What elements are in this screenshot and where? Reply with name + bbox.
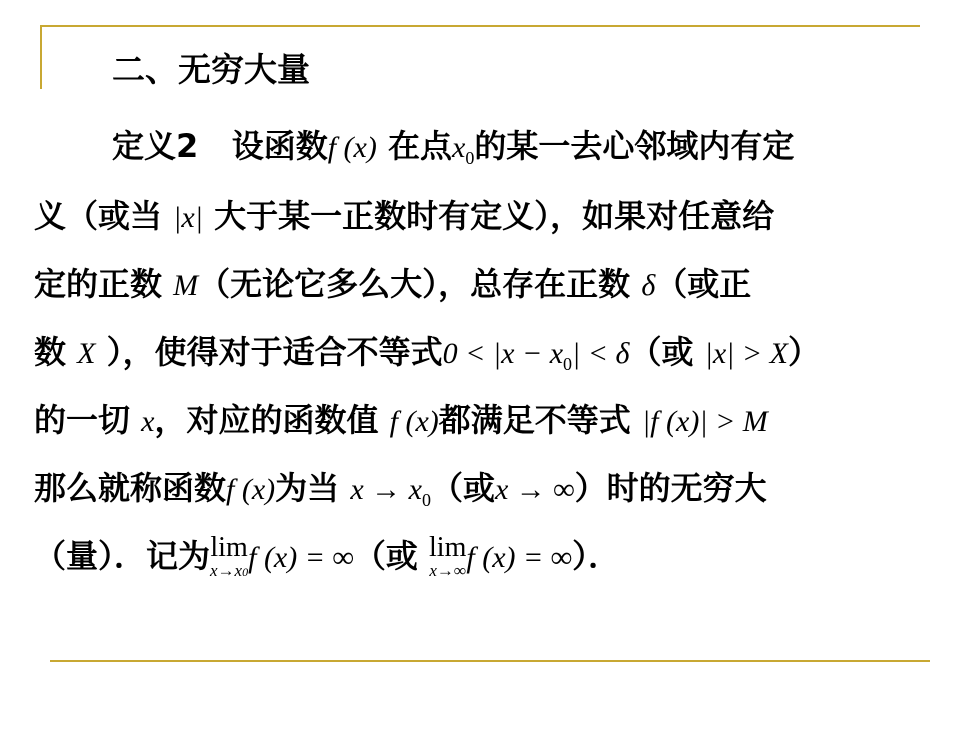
text: （或 [629, 333, 694, 371]
text: 设函数 [231, 127, 328, 165]
definition-line-4 [34, 330, 820, 386]
text: （或 [353, 537, 418, 575]
text: （量）．记为 [34, 537, 211, 575]
text: ）时的无穷大 [574, 469, 767, 507]
math-fx: f (x) [389, 405, 439, 438]
text: 在点 [388, 127, 453, 165]
text: 定的正数 [34, 265, 163, 303]
definition-line-3 [34, 262, 751, 308]
math-arrow-x0: $x \to x_0$ [350, 473, 431, 510]
text: （无论它多么大），总存在正数 [198, 265, 631, 303]
bottom-rule [50, 660, 930, 662]
math-ineq3: |f (x)| > M [641, 405, 768, 438]
text: 为当 [275, 469, 340, 507]
definition-line-2 [34, 194, 774, 240]
math-fx: f (x) [226, 473, 276, 506]
definition-line-1 [112, 124, 794, 180]
definition-line-7 [34, 534, 620, 580]
text: 那么就称函数 [34, 469, 227, 507]
definition-line-5 [34, 398, 768, 444]
left-rule [40, 25, 42, 89]
math-ineq2: |x| > X [704, 337, 788, 370]
text: 的某一去心邻域内有定 [474, 127, 795, 165]
text: ）． [572, 537, 621, 575]
math-X: X [77, 337, 96, 370]
math-ineq1: $0 < |x - x_0| < \delta$ [442, 337, 630, 374]
text: 的一切 [34, 401, 131, 439]
math-abs-x: |x| [173, 201, 203, 234]
text: 义（或当 [34, 197, 163, 235]
math-x: x [141, 405, 155, 438]
math-delta: δ [641, 269, 656, 302]
limit-inf: lim x→∞ [429, 532, 467, 580]
math-fx-eq-inf: f (x) = ∞ [466, 541, 573, 574]
text: （或正 [655, 265, 752, 303]
text: 大于某一正数时有定义），如果对任意给 [214, 197, 775, 235]
text: 都满足不等式 [438, 401, 631, 439]
text: （或 [430, 469, 495, 507]
math-arrow-inf: x → ∞ [494, 473, 575, 506]
math-fx-eq-inf: f (x) = ∞ [248, 541, 354, 574]
section-heading: 二、无穷大量 [112, 50, 310, 89]
text: ，对应的函数值 [154, 401, 379, 439]
text: ），使得对于适合不等式 [106, 333, 443, 371]
definition-line-6 [34, 466, 767, 522]
text: 数 [34, 333, 67, 371]
definition-label: 定义2 [112, 127, 199, 165]
math-fx: f (x) [327, 131, 377, 164]
text: ） [788, 333, 821, 371]
limit-x0: lim x→x0 [210, 532, 249, 580]
math-x0: $x_0$ [452, 131, 475, 168]
top-rule [40, 25, 920, 27]
math-M: M [173, 269, 199, 302]
